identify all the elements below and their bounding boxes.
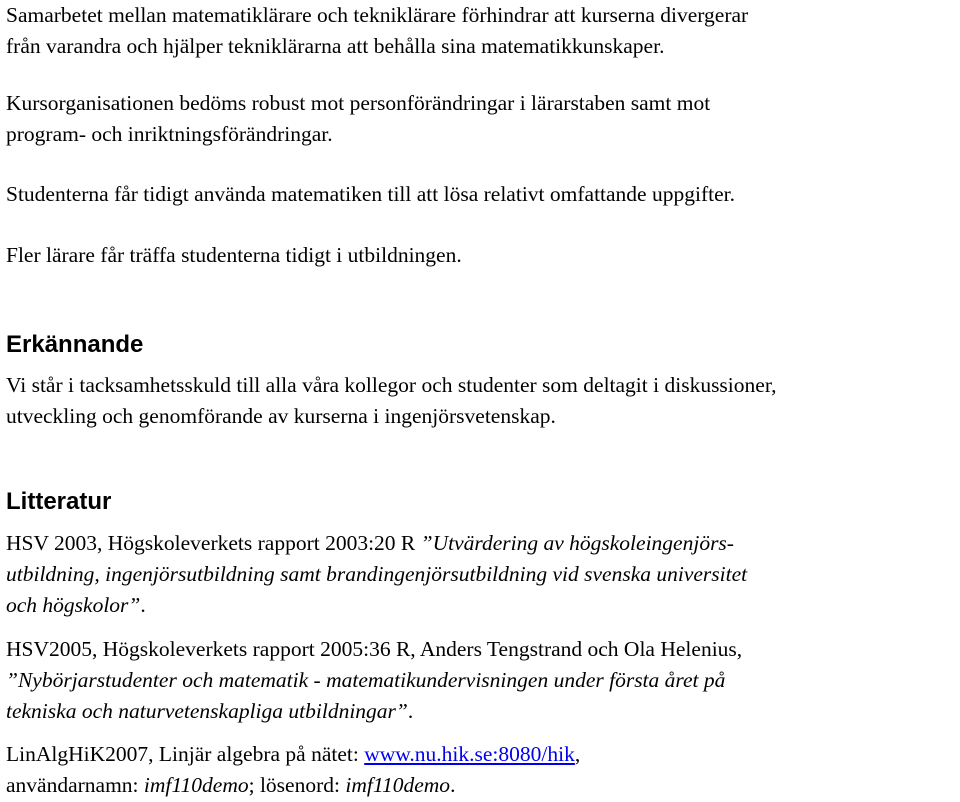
- ref-title: ”Utvärdering av högskoleingenjörs-: [420, 531, 734, 555]
- ref-text: .: [140, 593, 146, 617]
- text-line: Vi står i tacksamhetsskuld till alla våra kollegor och studenter som deltagit i diskussioner,: [6, 373, 777, 397]
- text-line: Fler lärare får träffa studenterna tidigt i utbildningen.: [6, 243, 462, 267]
- ref-title: tekniska och naturvetenskapliga utbildningar”: [6, 699, 408, 723]
- ref-text: .: [450, 773, 456, 797]
- password-label: ; lösenord:: [248, 773, 346, 797]
- paragraph-acknowledgement: [6, 370, 958, 432]
- ref-text: .: [407, 699, 414, 723]
- text-line: program- och inriktningsförändringar.: [6, 122, 333, 146]
- text-line: [6, 528, 958, 559]
- paragraph-early-use: [6, 179, 958, 210]
- ref-text: LinAlgHiK2007, Linjär algebra på nätet:: [6, 742, 365, 766]
- ref-text: HSV 2003, Högskoleverkets rapport 2003:20 R: [6, 531, 421, 555]
- text-line: Kursorganisationen bedöms robust mot personförändringar i lärarstaben samt mot: [6, 91, 711, 115]
- reference-hsv2005: [6, 634, 958, 727]
- username-value: imf110demo: [143, 773, 249, 797]
- username-label: användarnamn:: [6, 773, 144, 797]
- text-line: utveckling och genomförande av kurserna i ingenjörsvetenskap.: [6, 404, 556, 428]
- ref-title: utbildning, ingenjörsutbildning samt brandingenjörsutbildning vid svenska universitet: [6, 562, 748, 586]
- heading-literature: Litteratur: [6, 488, 112, 515]
- paragraph-robustness: [6, 88, 958, 150]
- hik-link[interactable]: www.nu.hik.se:8080/hik: [364, 742, 575, 766]
- ref-text: HSV2005, Högskoleverkets rapport 2005:36 R, Anders Tengstrand och Ola Helenius,: [6, 637, 743, 661]
- text-line: [6, 590, 958, 621]
- text-line: Samarbetet mellan matematiklärare och tekniklärare förhindrar att kurserna divergerar: [6, 3, 749, 27]
- text-line: [6, 696, 958, 727]
- ref-title: ”Nybörjarstudenter och matematik - matematikundervisningen under första året på: [6, 668, 726, 692]
- text-line: Studenterna får tidigt använda matematiken till att lösa relativt omfattande uppgifter.: [6, 182, 735, 206]
- reference-linalghik: [6, 739, 958, 801]
- reference-hsv2003: [6, 528, 958, 621]
- heading-acknowledgement: Erkännande: [6, 331, 144, 358]
- text-line: från varandra och hjälper tekniklärarna att behålla sina matematikkunskaper.: [6, 34, 665, 58]
- text-line: [6, 634, 958, 665]
- ref-text: ,: [574, 742, 581, 766]
- text-line: [6, 770, 958, 801]
- text-line: [6, 559, 958, 590]
- password-value: imf110demo: [345, 773, 451, 797]
- paragraph-more-teachers: [6, 240, 958, 271]
- paragraph-collaboration: [6, 0, 958, 62]
- text-line: [6, 739, 958, 770]
- text-line: [6, 665, 958, 696]
- ref-title: och högskolor”: [6, 593, 141, 617]
